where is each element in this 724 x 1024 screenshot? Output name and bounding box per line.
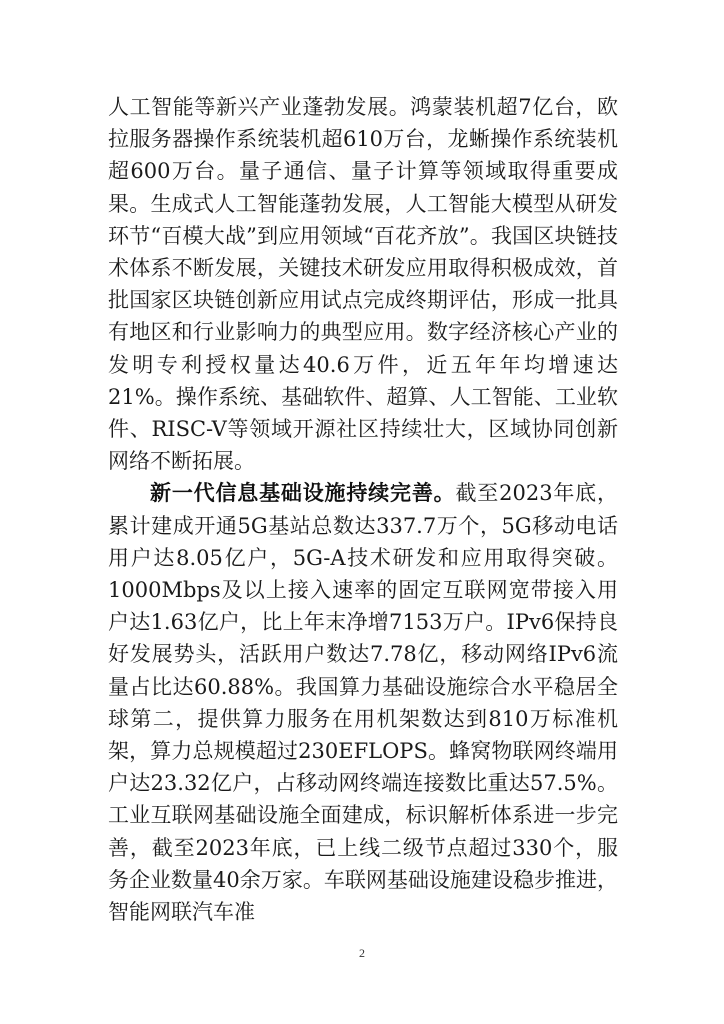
paragraph-text: 人工智能等新兴产业蓬勃发展。鸿蒙装机超7亿台，欧拉服务器操作系统装机超610万台，龙蜥操作系统装机超600万台。量子通信、量子计算等领域取得重要成果。生成式人工智能蓬勃发展，人工智能大模型从研发环节“百模大战”到应用领域“百花齐放”。我国区块链技术体系不断发展，关键技术研发应用取得积极成效，首批国家区块链创新应用试点完成终期评估，形成一批具有地区和行业影响力的典型应用。数字经济核心产业的发明专利授权量达40.6万件，近五年年均增速达21%。操作系统、基础软件、超算、人工智能、工业软件、RISC-V等领域开源社区持续壮大，区域协同创新网络不断拓展。 bbox=[108, 95, 618, 474]
paragraph-continued bbox=[108, 91, 618, 477]
paragraph-infrastructure bbox=[108, 477, 618, 928]
document-body bbox=[108, 91, 618, 928]
page-number: 2 bbox=[359, 946, 365, 960]
paragraph-text: 截至2023年底，累计建成开通5G基站总数达337.7万个，5G移动电话用户达8.05亿户，5G-A技术研发和应用取得突破。1000Mbps及以上接入速率的固定互联网宽带接入用户达1.63亿户，比上年末净增7153万户。IPv6保持良好发展势头，活跃用户数达7.78亿，移动网络IPv6流量占比达60.88%。我国算力基础设施综合水平稳居全球第二，提供算力服务在用机架数达到810万标准机架，算力总规模超过230EFLOPS。蜂窝物联网终端用户达23.32亿户，占移动网终端连接数比重达57.5%。工业互联网基础设施全面建成，标识解析体系进一步完善，截至2023年底，已上线二级节点超过330个，服务企业数量40余万家。车联网基础设施建设稳步推进，智能网联汽车准 bbox=[108, 481, 619, 925]
paragraph-lead-heading: 新一代信息基础设施持续完善。 bbox=[150, 480, 456, 506]
